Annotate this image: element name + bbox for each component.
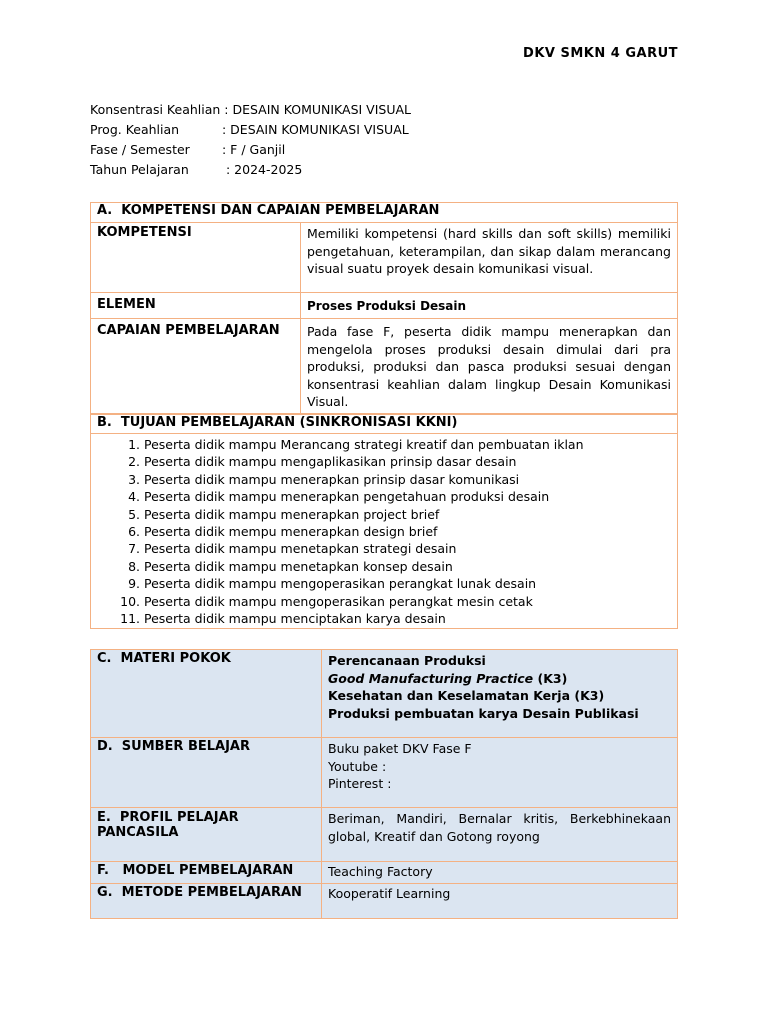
materi-label: C. MATERI POKOK (91, 650, 322, 738)
objectives-list (92, 435, 676, 627)
materi-line-italic: Good Manufacturing Practice (328, 670, 534, 686)
metode-value: Kooperatif Learning (322, 883, 678, 918)
sumber-value (322, 738, 678, 808)
materi-line: Kesehatan dan Keselamatan Kerja (K3) (328, 688, 605, 703)
materi-line (328, 670, 671, 688)
kompetensi-label: KOMPETENSI (91, 223, 301, 293)
model-value: Teaching Factory (322, 862, 678, 884)
objective-item: 6. Peserta didik mempu menerapkan design brief (144, 523, 676, 540)
meta-row-tahun (90, 160, 411, 180)
materi-line: Produksi pembuatan karya Desain Publikasi (328, 705, 639, 721)
meta-row-fase (90, 140, 411, 160)
elemen-label: ELEMEN (91, 293, 301, 319)
metode-label: G. METODE PEMBELAJARAN (91, 883, 322, 918)
school-header: DKV SMKN 4 GARUT (523, 46, 678, 61)
materi-line: Perencanaan Produksi (328, 653, 486, 668)
meta-value: : 2024-2025 (226, 162, 303, 177)
model-label: F. MODEL PEMBELAJARAN (91, 862, 322, 884)
materi-value (322, 650, 678, 738)
objective-item: 3. Peserta didik mampu menerapkan prinsip dasar komunikasi (144, 471, 676, 488)
objective-item: 9. Peserta didik mampu mengoperasikan perangkat lunak desain (144, 575, 676, 592)
kompetensi-value: Memiliki kompetensi (hard skills dan soft skills) memiliki pengetahuan, keterampilan, dan sikap dalam merancang visual suatu proyek desain komunikasi visual. (301, 223, 678, 293)
profil-label: E. PROFIL PELAJAR PANCASILA (91, 808, 322, 862)
meta-label: Tahun Pelajaran (90, 162, 189, 177)
competency-table (90, 202, 678, 414)
sumber-line: Pinterest : (328, 776, 392, 791)
document-meta (90, 100, 411, 180)
materi-line-suffix: (K3) (533, 670, 568, 686)
objective-item: 5. Peserta didik mampu menerapkan project brief (144, 506, 676, 523)
objective-item: 10. Peserta didik mampu mengoperasikan perangkat mesin cetak (144, 593, 676, 610)
meta-row-konsentrasi (90, 100, 411, 120)
meta-value: : DESAIN KOMUNIKASI VISUAL (224, 102, 412, 117)
details-table (90, 649, 678, 919)
sumber-line: Youtube : (328, 758, 387, 774)
objective-item: 8. Peserta didik mampu menetapkan konsep desain (144, 558, 676, 575)
capaian-label: CAPAIAN PEMBELAJARAN (91, 319, 301, 414)
objective-item: 1. Peserta didik mampu Merancang strategi kreatif dan pembuatan iklan (144, 436, 676, 453)
objective-item: 2. Peserta didik mampu mengaplikasikan prinsip dasar desain (144, 453, 676, 470)
objective-item: 11. Peserta didik mampu menciptakan karya desain (144, 610, 676, 627)
objectives-table (90, 414, 678, 629)
meta-value: : F / Ganjil (222, 142, 286, 157)
meta-value: : DESAIN KOMUNIKASI VISUAL (222, 122, 409, 137)
sumber-line: Buku paket DKV Fase F (328, 741, 472, 756)
objective-item: 4. Peserta didik mampu menerapkan pengetahuan produksi desain (144, 488, 676, 505)
section-a-title: A. KOMPETENSI DAN CAPAIAN PEMBELAJARAN (91, 203, 678, 223)
profil-value: Beriman, Mandiri, Bernalar kritis, Berkebhinekaan global, Kreatif dan Gotong royong (322, 808, 678, 862)
meta-label: Prog. Keahlian (90, 122, 180, 137)
capaian-value: Pada fase F, peserta didik mampu menerapkan dan mengelola proses produksi desain dimulai dari pra produksi, produksi dan pasca produksi sesuai dengan konsentrasi keahlian dalam lingkup Desain Komunikasi Visual. (301, 319, 678, 414)
sumber-label: D. SUMBER BELAJAR (91, 738, 322, 808)
meta-label: Fase / Semester (90, 142, 190, 157)
meta-label: Konsentrasi Keahlian (90, 102, 221, 117)
section-b-title: B. TUJUAN PEMBELAJARAN (SINKRONISASI KKNI) (91, 415, 678, 434)
elemen-value: Proses Produksi Desain (301, 293, 678, 319)
meta-row-program (90, 120, 411, 140)
objectives-cell (91, 434, 678, 629)
objective-item: 7. Peserta didik mampu menetapkan strategi desain (144, 540, 676, 557)
